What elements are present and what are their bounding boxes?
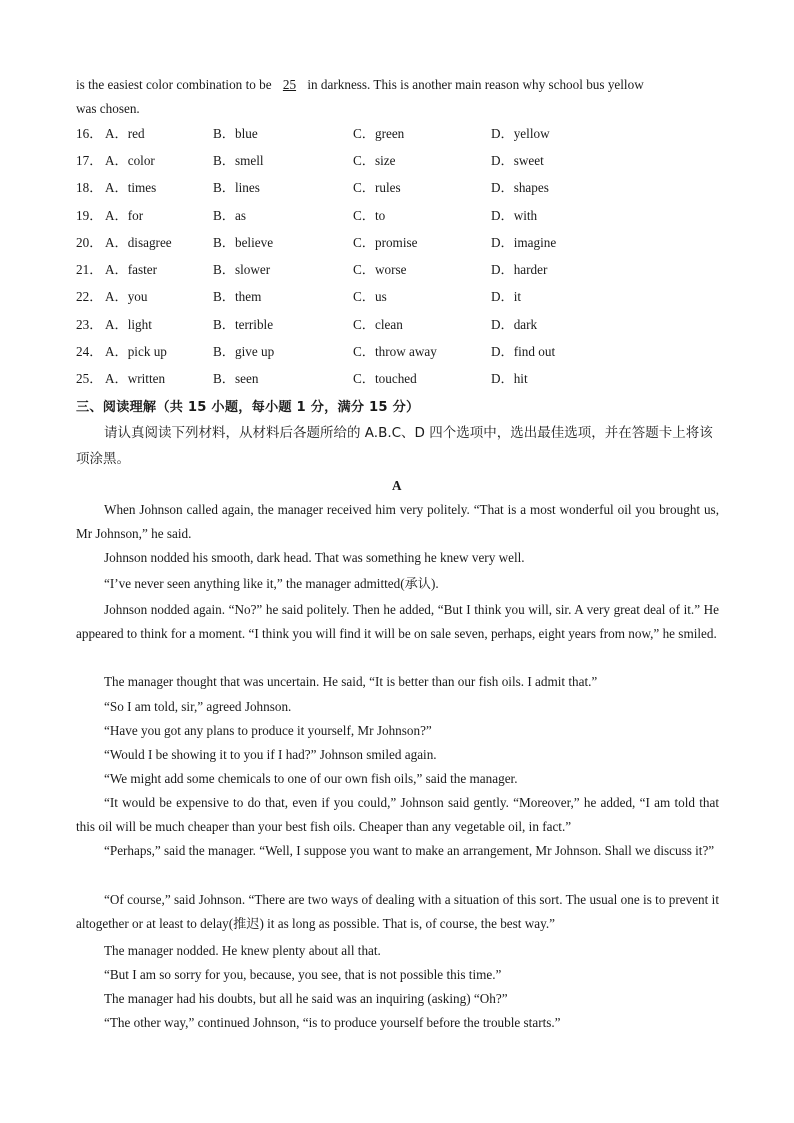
paragraph: “Would I be showing it to you if I had?” Johnson smiled again. [104, 747, 437, 762]
question-number: 25． [76, 371, 103, 386]
question-number: 16． [76, 126, 103, 141]
paragraph: “We might add some chemicals to one of our own fish oils,” said the manager. [104, 771, 518, 786]
question-row [76, 261, 736, 279]
option-d: D．sweet [491, 153, 544, 168]
option-a: A．you [105, 289, 148, 304]
question-number: 18． [76, 180, 103, 195]
option-c: C．touched [353, 371, 417, 386]
paragraph: Johnson nodded his smooth, dark head. That was something he knew very well. [104, 550, 525, 565]
paragraph: “The other way,” continued Johnson, “is to produce yourself before the trouble starts.” [104, 1015, 561, 1030]
option-a: A．red [105, 126, 145, 141]
option-b: B．lines [213, 180, 260, 195]
intro-line-2: was chosen. [76, 101, 140, 116]
option-a: A．for [105, 208, 144, 223]
question-row [76, 152, 736, 170]
question-row [76, 125, 736, 143]
blank-25: 25 [282, 77, 297, 92]
option-b: B．believe [213, 235, 274, 250]
question-number: 17． [76, 153, 103, 168]
option-b: B．blue [213, 126, 258, 141]
paragraph: “I’ve never seen anything like it,” the manager admitted(承认). [104, 576, 439, 591]
question-row [76, 343, 736, 361]
question-row [76, 370, 736, 388]
question-number: 24． [76, 344, 103, 359]
option-c: C．worse [353, 262, 407, 277]
paragraph: The manager nodded. He knew plenty about all that. [104, 943, 381, 958]
option-b: B．terrible [213, 317, 274, 332]
paragraph: “But I am so sorry for you, because, you see, that is not possible this time.” [104, 967, 502, 982]
option-d: D．with [491, 208, 538, 223]
option-b: B．smell [213, 153, 264, 168]
paragraph: “Of course,” said Johnson. “There are two ways of dealing with a situation of this sort. The usual one is to prevent it altogether or at least to delay(推迟) it as long as possible. That is, of course, the best way.” [76, 892, 719, 931]
option-b: B．seen [213, 371, 259, 386]
paragraph: Johnson nodded again. “No?” he said politely. Then he added, “But I think you will, sir. A very great deal of it.” He appeared to think for a moment. “I think you will find it will be on sale seven, perhaps, eight years from now,” he smiled. [76, 602, 719, 641]
option-c: C．rules [353, 180, 401, 195]
option-d: D．hit [491, 371, 528, 386]
paragraph: “Perhaps,” said the manager. “Well, I suppose you want to make an arrangement, Mr Johnson. Shall we discuss it?” [104, 843, 715, 858]
question-row [76, 316, 736, 334]
option-c: C．green [353, 126, 405, 141]
question-row [76, 288, 736, 306]
paragraph: The manager thought that was uncertain. He said, “It is better than our fish oils. I admit that.” [104, 674, 598, 689]
instruction-text: 请认真阅读下列材料，从材料后各题所给的 A.B.C、D 四个选项中，选出最佳选项，并在答题卡上将该项涂黑。 [76, 425, 713, 467]
option-d: D．imagine [491, 235, 557, 250]
question-number: 20． [76, 235, 103, 250]
option-b: B．give up [213, 344, 275, 359]
option-a: A．disagree [105, 235, 172, 250]
intro-text-before: is the easiest color combination to be [76, 77, 272, 92]
option-c: C．throw away [353, 344, 437, 359]
question-number: 22． [76, 289, 103, 304]
option-a: A．color [105, 153, 155, 168]
option-c: C．us [353, 289, 387, 304]
option-a: A．pick up [105, 344, 167, 359]
section-heading: 三、阅读理解（共 15 小题，每小题 1 分，满分 15 分） [76, 400, 420, 415]
option-b: B．slower [213, 262, 271, 277]
question-number: 23． [76, 317, 103, 332]
option-a: A．light [105, 317, 152, 332]
option-d: D．find out [491, 344, 556, 359]
option-c: C．clean [353, 317, 403, 332]
option-d: D．harder [491, 262, 548, 277]
question-number: 21． [76, 262, 103, 277]
question-number: 19． [76, 208, 103, 223]
question-row [76, 179, 736, 197]
paragraph: “It would be expensive to do that, even if you could,” Johnson said gently. “Moreover,” he added, “I am told that this oil will be much cheaper than your best fish oils. Cheaper than any vegetable oil, in fact.” [76, 795, 719, 834]
option-c: C．size [353, 153, 396, 168]
intro-text-after: in darkness. This is another main reason why school bus yellow [307, 77, 644, 92]
option-a: A．faster [105, 262, 157, 277]
paragraph: When Johnson called again, the manager received him very politely. “That is a most wonderful oil you brought us, Mr Johnson,” he said. [76, 502, 719, 541]
option-c: C．to [353, 208, 386, 223]
question-row [76, 207, 736, 225]
intro-line-1 [76, 76, 644, 94]
paragraph: “So I am told, sir,” agreed Johnson. [104, 699, 292, 714]
passage-label: A [392, 478, 402, 493]
option-d: D．it [491, 289, 522, 304]
option-a: A．times [105, 180, 157, 195]
option-d: D．yellow [491, 126, 550, 141]
option-c: C．promise [353, 235, 418, 250]
option-b: B．as [213, 208, 246, 223]
option-b: B．them [213, 289, 262, 304]
option-d: D．shapes [491, 180, 549, 195]
question-row [76, 234, 736, 252]
paragraph: The manager had his doubts, but all he said was an inquiring (asking) “Oh?” [104, 991, 508, 1006]
option-a: A．written [105, 371, 166, 386]
paragraph: “Have you got any plans to produce it yourself, Mr Johnson?” [104, 723, 432, 738]
option-d: D．dark [491, 317, 538, 332]
